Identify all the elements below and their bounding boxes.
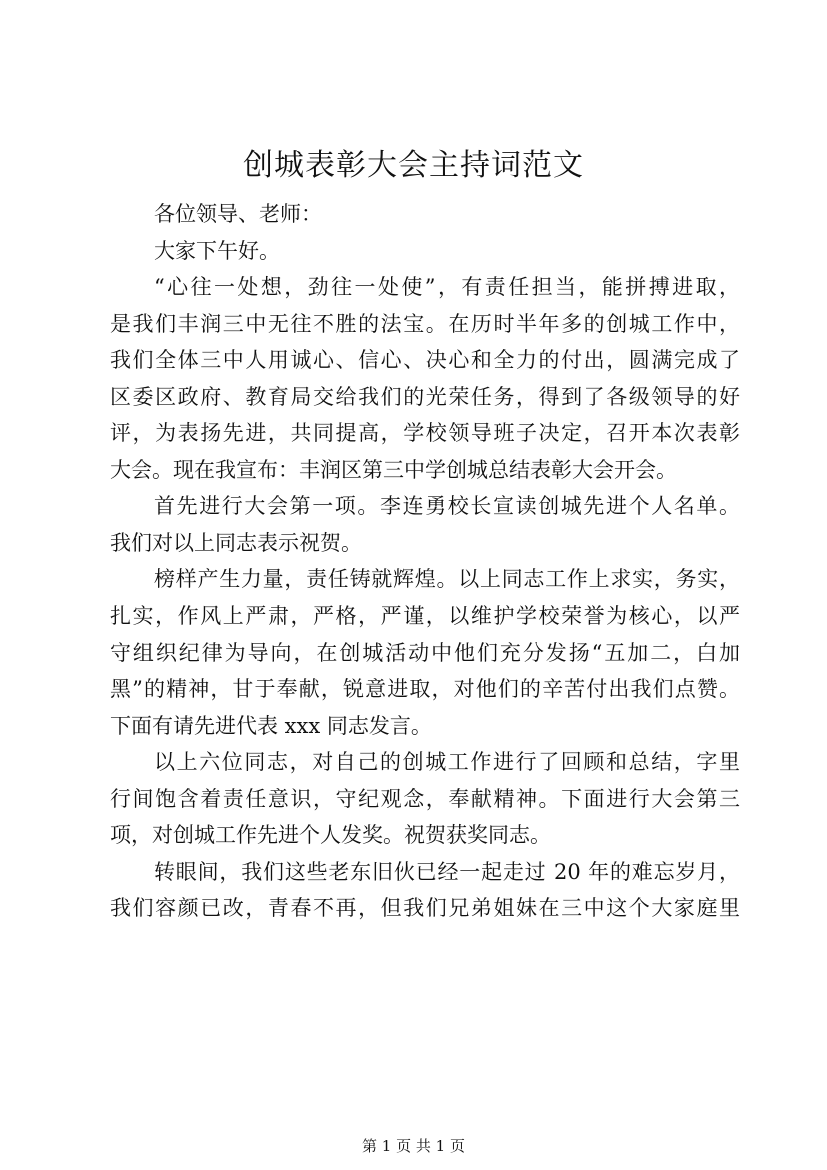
text-line: 是我们丰润三中无往不胜的法宝。在历时半年多的创城工作中， — [110, 311, 740, 336]
text-line: 守组织纪律为导向，在创城活动中他们充分发扬“五加二，白加 — [110, 640, 740, 665]
text-line: 大会。现在我宣布：丰润区第三中学创城总结表彰大会开会。 — [110, 457, 677, 482]
page-footer: 第 1 页 共 1 页 — [362, 1137, 465, 1155]
text-line: 我们容颜已改，青春不再，但我们兄弟姐妹在三中这个大家庭里 — [110, 896, 740, 921]
text-line: 扎实，作风上严肃，严格，严谨，以维护学校荣誉为核心，以严 — [110, 604, 740, 629]
text-line: 区委区政府、教育局交给我们的光荣任务，得到了各级领导的好 — [110, 384, 740, 409]
text-line: 我们对以上同志表示祝贺。 — [110, 530, 362, 555]
text-line: 行间饱含着责任意识，守纪观念，奉献精神。下面进行大会第三 — [110, 786, 740, 811]
text-line: 评，为表扬先进，共同提高，学校领导班子决定，召开本次表彰 — [110, 421, 740, 446]
text-line: 各位领导、老师： — [154, 202, 322, 226]
text-line: 黑”的精神，甘于奉献，锐意进取，对他们的辛苦付出我们点赞。 — [110, 677, 740, 702]
text-line: 项，对创城工作先进个人发奖。祝贺获奖同志。 — [110, 823, 551, 848]
text-line: 首先进行大会第一项。李连勇校长宣读创城先进个人名单。 — [154, 494, 740, 519]
text-line: “心往一处想，劲往一处使”，有责任担当，能拼搏进取， — [154, 275, 740, 300]
document-title: 创城表彰大会主持词范文 — [243, 148, 584, 183]
text-line: 大家下午好。 — [154, 238, 280, 263]
text-line: 转眼间，我们这些老东旧伙已经一起走过 20 年的难忘岁月， — [154, 859, 740, 884]
text-line: 下面有请先进代表 xxx 同志发言。 — [110, 713, 432, 738]
text-line: 我们全体三中人用诚心、信心、决心和全力的付出，圆满完成了 — [110, 348, 740, 373]
text-line: 榜样产生力量，责任铸就辉煌。以上同志工作上求实，务实， — [154, 567, 740, 592]
text-line: 以上六位同志，对自己的创城工作进行了回顾和总结，字里 — [154, 750, 740, 775]
document-body — [110, 196, 740, 927]
